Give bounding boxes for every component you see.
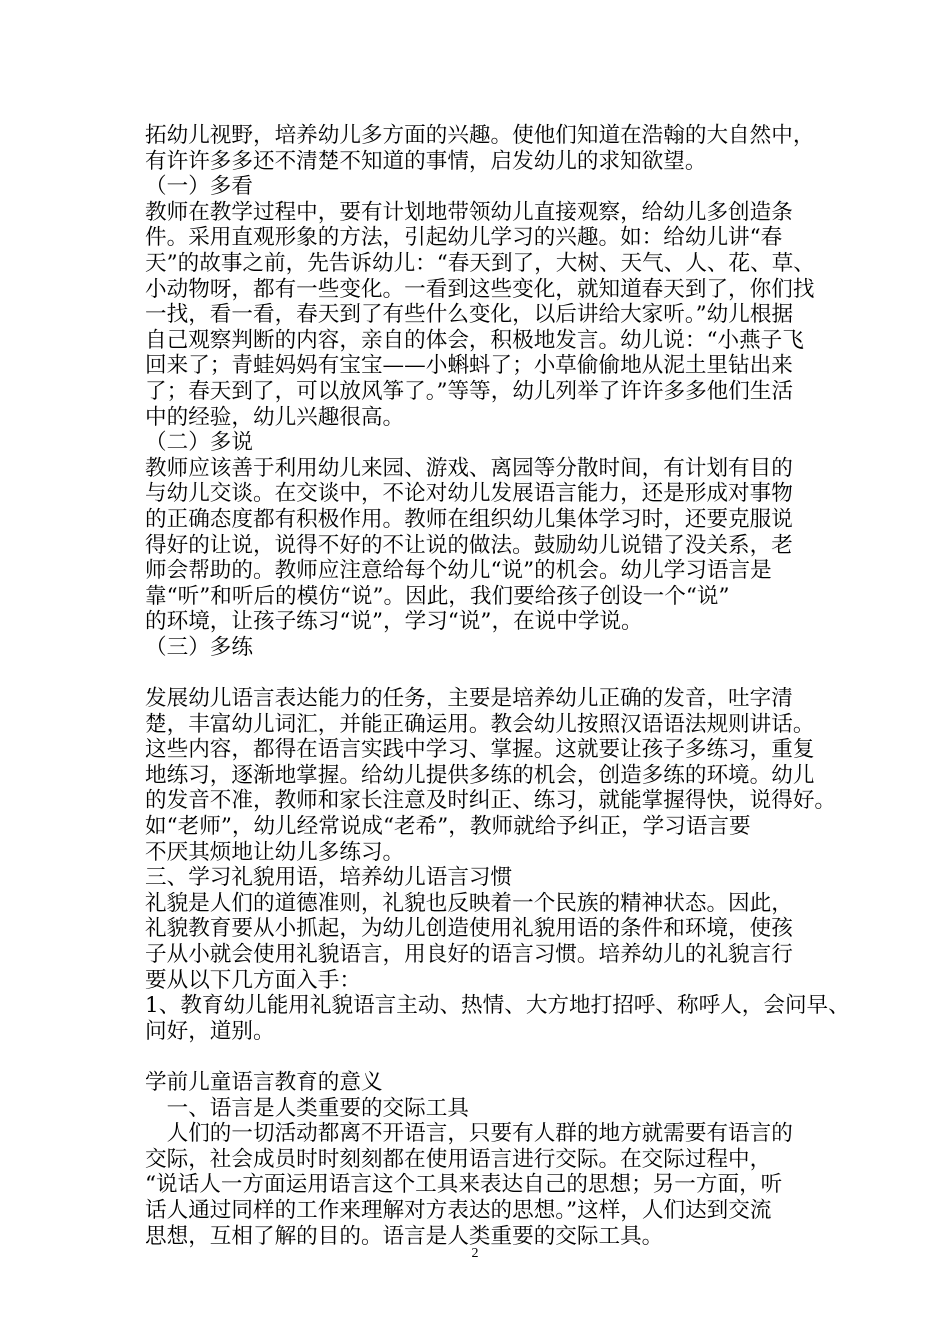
- blank-line: [145, 660, 835, 686]
- text-line: 学前儿童语言教育的意义: [145, 1069, 383, 1095]
- text-line: 楚，丰富幼儿词汇，并能正确运用。教会幼儿按照汉语语法规则讲话。: [145, 711, 815, 737]
- page-number: 2: [471, 1246, 479, 1261]
- text-line: 拓幼儿视野，培养幼儿多方面的兴趣。使他们知道在浩翰的大自然中，: [145, 123, 815, 148]
- text-line: 一找，看一看，春天到了有些什么变化，以后讲给大家听。”幼儿根据: [145, 302, 794, 328]
- text-line: 不厌其烦地让幼儿多练习。: [145, 839, 405, 865]
- text-line: 教师在教学过程中，要有计划地带领幼儿直接观察，给幼儿多创造条: [145, 199, 793, 225]
- blank-line: [145, 1044, 835, 1070]
- text-line: 小动物呀，都有一些变化。一看到这些变化，就知道春天到了，你们找: [145, 276, 815, 302]
- text-line: 的发音不准，教师和家长注意及时纠正、练习，就能掌握得快，说得好。: [145, 788, 837, 814]
- text-line: 话人通过同样的工作来理解对方表达的思想。”这样，人们达到交流: [145, 1197, 772, 1223]
- text-line: 礼貌是人们的道德准则，礼貌也反映着一个民族的精神状态。因此，: [145, 890, 793, 916]
- text-line: 要从以下几方面入手：: [145, 967, 361, 993]
- text-line: 得好的让说，说得不好的不让说的做法。鼓励幼儿说错了没关系，老: [145, 532, 793, 558]
- text-line: 教师应该善于利用幼儿来园、游戏、离园等分散时间，有计划有目的: [145, 455, 793, 481]
- text-line: 思想，互相了解的目的。语言是人类重要的交际工具。: [145, 1223, 664, 1249]
- text-line: （一）多看: [145, 174, 253, 200]
- text-line: （三）多练: [145, 634, 253, 660]
- text-line: 自己观察判断的内容，亲自的体会，积极地发言。幼儿说：“小燕子飞: [145, 327, 804, 353]
- text-line: 中的经验，幼儿兴趣很高。: [145, 404, 405, 430]
- text-line: （二）多说: [145, 430, 253, 456]
- text-line: 件。采用直观形象的方法，引起幼儿学习的兴趣。如：给幼儿讲“春: [145, 225, 783, 251]
- text-line: 了；春天到了，可以放风筝了。”等等，幼儿列举了许许多多他们生活: [145, 378, 794, 404]
- text-line: “说话人一方面运用语言这个工具来表达自己的思想；另一方面，听: [145, 1172, 783, 1198]
- text-line: 靠“听”和听后的模仿“说”。因此，我们要给孩子创设一个“说”: [145, 583, 730, 609]
- text-line: 交际，社会成员时时刻刻都在使用语言进行交际。在交际过程中，: [145, 1146, 772, 1172]
- text-line: 子从小就会使用礼貌语言，用良好的语言习惯。培养幼儿的礼貌言行: [145, 942, 793, 967]
- text-line: 1、教育幼儿能用礼貌语言主动、热情、大方地打招呼、称呼人，会问早、: [145, 993, 850, 1019]
- text-line: 一、语言是人类重要的交际工具: [145, 1095, 469, 1121]
- text-line: 的环境，让孩子练习“说”，学习“说”，在说中学说。: [145, 609, 643, 635]
- text-line: 发展幼儿语言表达能力的任务，主要是培养幼儿正确的发音，吐字清: [145, 686, 793, 712]
- text-line: 天”的故事之前，先告诉幼儿：“春天到了，大树、天气、人、花、草、: [145, 250, 815, 276]
- text-line: 回来了；青蛙妈妈有宝宝——小蝌蚪了；小草偷偷地从泥土里钻出来: [145, 353, 793, 379]
- text-line: 如“老师”，幼儿经常说成“老希”，教师就给予纠正，学习语言要: [145, 814, 751, 840]
- text-line: 的正确态度都有积极作用。教师在组织幼儿集体学习时，还要克服说: [145, 506, 793, 532]
- text-line: 三、学习礼貌用语，培养幼儿语言习惯: [145, 865, 513, 891]
- text-line: 地练习，逐渐地掌握。给幼儿提供多练的机会，创造多练的环境。幼儿: [145, 762, 815, 788]
- text-line: 人们的一切活动都离不开语言，只要有人群的地方就需要有语言的: [145, 1121, 793, 1147]
- text-line: 问好，道别。: [145, 1018, 275, 1044]
- body-text: [145, 123, 850, 1249]
- text-line: 有许许多多还不清楚不知道的事情，启发幼儿的求知欲望。: [145, 148, 707, 174]
- text-line: 这些内容，都得在语言实践中学习、掌握。这就要让孩子多练习，重复: [145, 737, 815, 763]
- text-line: 礼貌教育要从小抓起，为幼儿创造使用礼貌用语的条件和环境，使孩: [145, 916, 793, 942]
- text-line: 师会帮助的。教师应注意给每个幼儿“说”的机会。幼儿学习语言是: [145, 558, 772, 584]
- text-line: 与幼儿交谈。在交谈中，不论对幼儿发展语言能力，还是形成对事物: [145, 481, 793, 507]
